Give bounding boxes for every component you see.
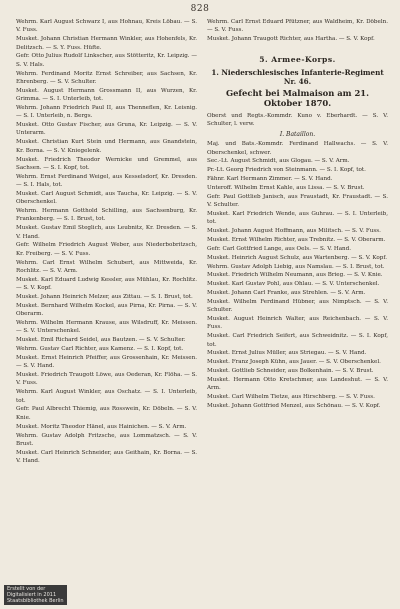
casualty-entry: Wehrm. Johann Friedrich Paul II, aus Thenneflen, Kr. Leisnig. — S. I. Unterleib, n. Bergs.: [16, 104, 197, 120]
casualty-entry: Musket. Wilhelm Ferdinand Hübner, aus Nimptsch. — S. V. Schulter.: [207, 298, 388, 314]
casualty-entry: Musket. August Heinrich Walter, aus Reichenbach. — S. V. Fuss.: [207, 316, 388, 331]
casualty-entry: Wehrm. Gustav Adolph Liebig, aus Namslau. — S. I. Brust, tot.: [207, 263, 385, 270]
corps-heading: 5. Armee-Korps.: [259, 54, 336, 64]
casualty-entry: Wehrm. Ernst Ferdinand Weigel, aus Kesselsdorf, Kr. Dresden. — S. I. Hals, tot.: [16, 173, 197, 189]
casualty-entry: Musket. Johann Carl Franke, aus Strehlen. — S. V. Arm.: [207, 290, 366, 297]
casualty-entry: Musket. Heinrich August Schulz, aus Wartenberg. — S. V. Kopf.: [207, 254, 387, 261]
casualty-entry: Musket. Emil Richard Seidel, aus Bautzen. — S. V. Schulter.: [16, 337, 186, 344]
casualty-entry: Wehrm. Karl August Schwarz I, aus Hohnau, Kreis Löbau. — S. V. Fuss.: [16, 19, 197, 34]
casualty-entry: Sec.-Lt. August Schmidt, aus Glogau. — S. V. Arm.: [207, 158, 350, 165]
casualty-entry: Musket. Friedrich Wilhelm Neumann, aus Brieg. — S. V. Knie.: [207, 272, 383, 279]
regiment-heading: 1. Niederschlesisches Infanterie-Regiment Nr. 46.: [211, 67, 384, 86]
casualty-entry: Musket. Carl Heinrich Schneider, aus Geithain, Kr. Borna. — S. V. Hand.: [16, 449, 197, 465]
casualty-entry: Musket. Christian Kurt Stein und Hermann, aus Gnandstein, Kr. Borna. — S. V. Kniegelenk.: [16, 139, 197, 154]
casualty-entry: Musket. Carl Friedrich Seifert, aus Schweidnitz. — S. I. Kopf, tot.: [207, 333, 388, 348]
casualty-entry: Musket. Gustav Emil Steglich, aus Leubnitz, Kr. Dresden. — S. V. Hand.: [16, 225, 197, 240]
casualty-entry: Unteroff. Wilhelm Ernst Kahle, aus Lissa. — S. V. Brust.: [207, 184, 365, 191]
watermark-line: Digitalisiert in 2011: [7, 592, 57, 598]
casualty-entry: Gefr. Paul Albrecht Thiemig, aus Rosswein, Kr. Döbeln. — S. V. Knie.: [16, 406, 197, 421]
casualty-entry: Wehrm. Gustav Adolph Fritzsche, aus Lommatzsch. — S. V. Brust.: [16, 432, 197, 447]
casualty-entry: Musket. Ernst Wilhelm Richter, aus Trebnitz. — S. V. Oberarm.: [207, 237, 386, 243]
battle-heading: Gefecht bei Malmaison am 21. Oktober 1870.: [225, 87, 370, 108]
casualty-entry: Wehrm. Gustav Carl Richter, aus Kamenz. — S. I. Kopf, tot.: [16, 346, 184, 353]
casualty-entry: Musket. Friedrich Theodor Wernicke und Gremmel, aus Sachsen. — S. I. Kopf, tot.: [16, 156, 197, 171]
casualty-entry: Musket. Johann Traugott Richter, aus Hartha. — S. V. Kopf.: [207, 36, 375, 43]
casualty-entry: Musket. Carl August Schmidt, aus Taucha, Kr. Leipzig. — S. V. Oberschenkel.: [16, 190, 197, 206]
casualty-entry: Fähnr. Karl Hermann Zimmer. — S. V. Hand.: [207, 176, 333, 183]
casualty-entry: Wehrm. Carl Ernst Wilhelm Schubert, aus Mittweida, Kr. Rochlitz. — S. V. Arm.: [16, 259, 197, 274]
casualty-entry: Gefr. Carl Gottfried Lange, aus Oels. — S. V. Hand.: [207, 245, 352, 252]
casualty-entry: Wehrm. Ferdinand Moritz Ernst Schreiber, aus Sachsen, Kr. Ehrenberg. — S. V. Schulter.: [16, 70, 197, 85]
casualty-entry: Musket. Hermann Otto Kretschmer, aus Landeshut. — S. V. Arm.: [207, 377, 388, 392]
left-column: [16, 18, 197, 578]
casualty-entry: Musket. Johann Heinrich Melzer, aus Zittau. — S. I. Brust, tot.: [16, 294, 193, 300]
casualty-entry: Musket. Karl Friedrich Wende, aus Guhrau. — S. I. Unterleib, tot.: [207, 210, 388, 226]
right-column: [207, 18, 388, 578]
casualty-entry: Musket. August Hermann Grossmann II, aus Wurzen, Kr. Grimma. — S. I. Unterleib, tot.: [16, 87, 197, 103]
casualty-entry: Musket. Franz Joseph Kühn, aus Jauer. — S. V. Oberschenkel.: [207, 359, 381, 366]
casualty-entry: Musket. Bernhard Wilhelm Kockel, aus Pirna, Kr. Pirna. — S. V. Oberarm.: [16, 302, 197, 318]
casualty-entry: Musket. Johann Christian Hermann Winkler, aus Hohenfels, Kr. Delitzsch. — S. Y. Fuss. Hüfte.: [16, 36, 197, 51]
casualty-entry: Pr.-Lt. Georg Friedrich von Steinmann. — S. I. Kopf, tot.: [207, 167, 366, 174]
casualty-entry: Musket. Karl Eduard Ludwig Kessler, aus Mühlau, Kr. Rochlitz. — S. V. Kopf.: [16, 276, 197, 292]
watermark-line: Staatsbibliothek Berlin: [7, 598, 64, 604]
casualty-entry: Musket. Moritz Theodor Hänel, aus Hainichen. — S. V. Arm.: [16, 423, 187, 430]
page-number: 828: [190, 4, 210, 14]
casualty-entry: Musket. Friedrich Traugott Löwe, aus Oederan, Kr. Flöha. — S. V. Fuss.: [16, 372, 197, 387]
text-columns: [16, 18, 388, 578]
library-watermark: [4, 585, 67, 605]
casualty-entry: Musket. Johann Gottfried Menzel, aus Schönau. — S. V. Kopf.: [207, 403, 381, 410]
casualty-entry: Oberst und Regts.-Kommdr. Kuno v. Eberhardt. — S. V. Schulter, l. verw.: [207, 112, 388, 127]
casualty-entry: Wehrm. Wilhelm Hermann Krause, aus Wilsdruff, Kr. Meissen. — S. V. Unterschenkel.: [16, 320, 197, 335]
battalion-heading: I. Bataillon.: [279, 131, 316, 139]
casualty-entry: Gefr. Otto Julius Rudolf Linkscher, aus Stötteritz, Kr. Leipzig. — S. V. Hals.: [16, 53, 197, 68]
watermark-line: Erstellt von der: [7, 586, 46, 592]
casualty-entry: Musket. Ernst Julius Müller, aus Striegau. — S. V. Hand.: [207, 350, 367, 357]
casualty-entry: Musket. Ernst Heinrich Pfeiffer, aus Grossenhain, Kr. Meissen. — S. V. Hand.: [16, 354, 197, 370]
casualty-entry: Wehrm. Carl Ernst Eduard Pfützner, aus Waldheim, Kr. Döbeln. — S. V. Fuss.: [207, 19, 388, 34]
casualty-entry: Musket. Karl Gustav Pohl, aus Ohlau. — S. V. Unterschenkel.: [207, 281, 380, 288]
casualty-entry: Maj. und Bats.-Kommdr. Ferdinand Hallwachs. — S. V. Oberschenkel, schwer.: [207, 141, 388, 156]
casualty-entry: Musket. Johann August Hoffmann, aus Militsch. — S. V. Fuss.: [207, 228, 381, 235]
casualty-entry: Gefr. Wilhelm Friedrich August Weber, aus Niederbobritzsch, Kr. Freiberg. — S. V. Fuss.: [16, 242, 197, 257]
casualty-entry: Gefr. Paul Gottlieb Janisch, aus Fraustadt, Kr. Fraustadt. — S. V. Schulter.: [207, 193, 388, 209]
casualty-entry: Musket. Carl Wilhelm Tietze, aus Hirschberg. — S. V. Fuss.: [207, 394, 375, 401]
casualty-entry: Wehrm. Hermann Gotthold Schilling, aus Sachsenburg, Kr. Frankenberg. — S. I. Brust, tot.: [16, 208, 197, 223]
casualty-entry: Musket. Gottlieb Schneider, aus Bolkenhain. — S. V. Brust.: [207, 368, 374, 375]
casualty-entry: Wehrm. Karl August Winkler, aus Oschatz. — S. I. Unterleib, tot.: [16, 389, 197, 404]
casualty-entry: Musket. Otto Gustav Fischer, aus Gruna, Kr. Leipzig. — S. V. Unterarm.: [16, 122, 197, 137]
